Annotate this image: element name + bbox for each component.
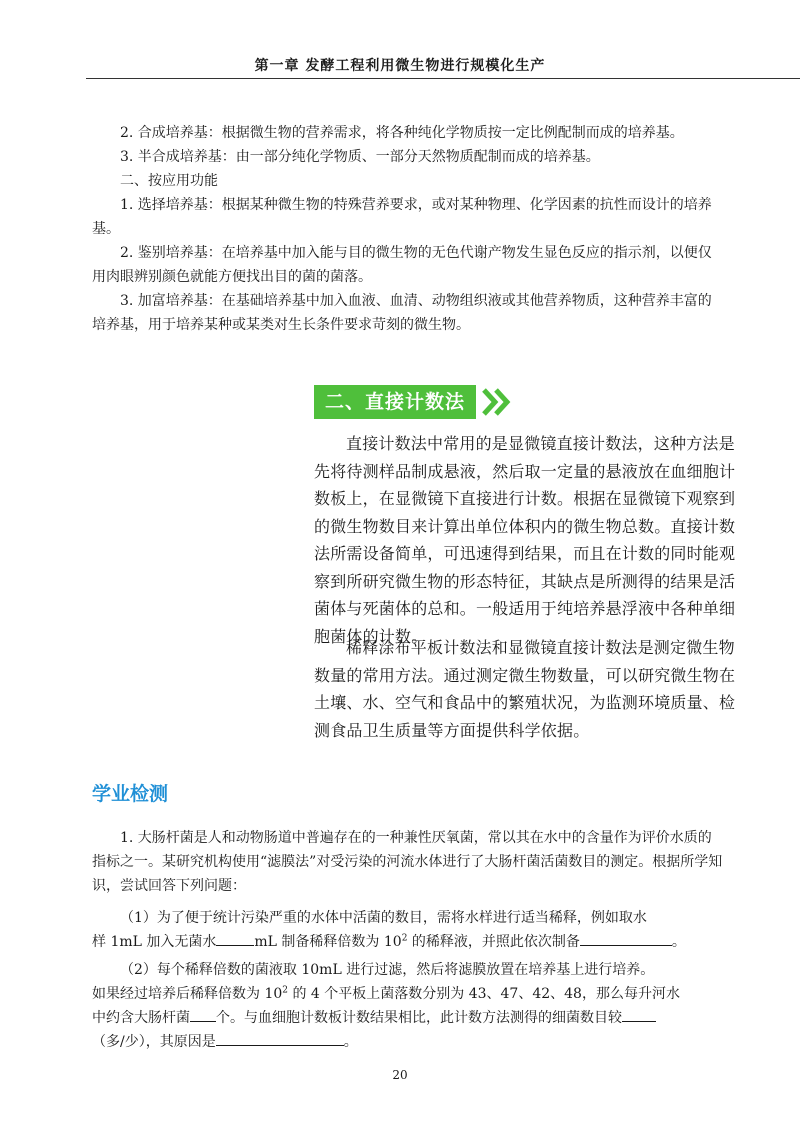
q1-part2-text-e: （多/少），其原因是 bbox=[92, 1034, 216, 1050]
question-1-part-2-line-4 bbox=[92, 1030, 358, 1054]
q1-part2-text-d: 个。与血细胞计数板计数结果相比，此计数方法测得的细菌数目较 bbox=[216, 1010, 622, 1026]
question-1-part-1-line-1: （1）为了便于统计污染严重的水体中活菌的数目，需将水样进行适当稀释，例如取水 bbox=[120, 910, 647, 926]
q1-part2-text-c: 中约含大肠杆菌 bbox=[92, 1010, 190, 1026]
q1-part1-text-c: 的稀释液，并照此依次制备 bbox=[407, 934, 580, 950]
function-heading: 二、按应用功能 bbox=[120, 173, 218, 189]
question-1-part-2-line-2 bbox=[92, 982, 680, 1006]
q1-part2-text-a: 如果经过培养后稀释倍数为 10 bbox=[92, 986, 283, 1002]
section-title: 二、直接计数法 bbox=[314, 385, 476, 419]
section-banner bbox=[314, 385, 512, 419]
question-1-part-2-line-1: （2）每个稀释倍数的菌液取 10mL 进行过滤，然后将滤膜放置在培养基上进行培养。 bbox=[120, 962, 655, 978]
answer-blank-bacteria-count[interactable] bbox=[190, 1020, 216, 1022]
quiz-title: 学业检测 bbox=[92, 783, 169, 805]
question-1-part-1-line-2 bbox=[92, 930, 686, 954]
q1-part1-text-a: 样 1mL 加入无菌水 bbox=[92, 934, 217, 950]
q1-part1-exponent: 2 bbox=[401, 933, 408, 944]
direct-count-paragraph-1: 直接计数法中常用的是显微镜直接计数法，这种方法是先将待测样品制成悬液，然后取一定量的悬液放在血细胞计数板上，在显微镜下直接进行计数。根据在显微镜下观察到的微生物数目来计算出单位体积内的微生物总数。直接计数法所需设备简单，可迅速得到结果，而且在计数的同时能观察到所研究微生物的形态特征，其缺点是所测得的结果是活菌体与死菌体的总和。一般适用于纯培养悬浮液中各种单细胞菌体的计数。 bbox=[314, 434, 736, 646]
direct-count-paragraph-2: 稀释涂布平板计数法和显微镜直接计数法是测定微生物数量的常用方法。通过测定微生物数量，可以研究微生物在土壤、水、空气和食品中的繁殖状况，为监测环境质量、检测食品卫生质量等方面提供科学依据。 bbox=[314, 638, 736, 740]
header-rule bbox=[86, 78, 800, 79]
enriched-medium-text: 3. 加富培养基：在基础培养基中加入血液、血清、动物组织液或其他营养物质，这种营养丰富的培养基，用于培养某种或某类对生长条件要求苛刻的微生物。 bbox=[92, 293, 712, 333]
answer-blank-more-or-less[interactable] bbox=[622, 1020, 656, 1022]
answer-blank-dilution-series[interactable] bbox=[580, 944, 672, 946]
answer-blank-reason[interactable] bbox=[216, 1044, 344, 1046]
chapter-header: 第一章 发酵工程利用微生物进行规模化生产 bbox=[254, 58, 546, 74]
q1-part2-text-f: 。 bbox=[343, 1034, 358, 1050]
question-1-intro: 1. 大肠杆菌是人和动物肠道中普遍存在的一种兼性厌氧菌，常以其在水中的含量作为评价水质的指标之一。某研究机构使用“滤膜法”对受污染的河流水体进行了大肠杆菌活菌数目的测定。根据所学知识，尝试回答下列问题： bbox=[92, 830, 723, 894]
semi-synthetic-medium-text: 3. 半合成培养基：由一部分纯化学物质、一部分天然物质配制而成的培养基。 bbox=[120, 149, 600, 165]
synthetic-medium-text: 2. 合成培养基：根据微生物的营养需求，将各种纯化学物质按一定比例配制而成的培养基。 bbox=[120, 125, 684, 141]
differential-medium-text: 2. 鉴别培养基：在培养基中加入能与目的微生物的无色代谢产物发生显色反应的指示剂，以便仅用肉眼辨别颜色就能方便找出目的菌的菌落。 bbox=[92, 245, 712, 285]
q1-part1-text-b: mL 制备稀释倍数为 10 bbox=[254, 934, 402, 950]
q1-part2-text-b: 的 4 个平板上菌落数分别为 43、47、42、48，那么每升河水 bbox=[288, 986, 680, 1002]
answer-blank-water-volume[interactable] bbox=[216, 944, 254, 946]
question-1-part-2-line-3 bbox=[92, 1006, 656, 1030]
q1-part2-exponent: 2 bbox=[282, 985, 288, 996]
q1-part1-text-d: 。 bbox=[671, 934, 686, 950]
double-chevron-icon bbox=[482, 385, 512, 419]
page-number: 20 bbox=[392, 1068, 408, 1082]
selective-medium-text: 1. 选择培养基：根据某种微生物的特殊营养要求，或对某种物理、化学因素的抗性而设计的培养基。 bbox=[92, 197, 712, 237]
